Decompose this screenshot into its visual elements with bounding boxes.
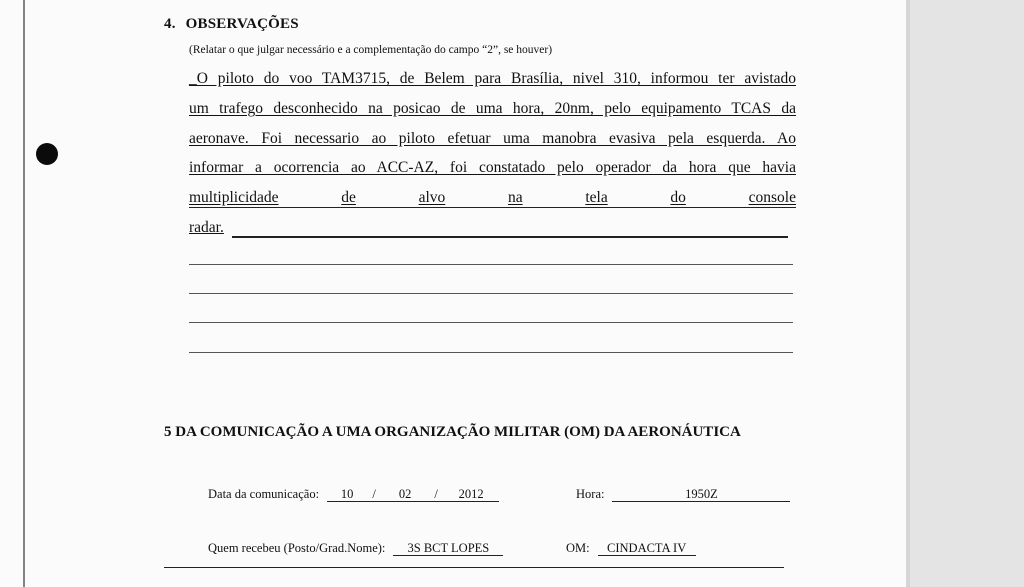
blank-rule-7	[189, 264, 793, 265]
observation-line-4: informar a ocorrencia ao ACC-AZ, foi constatado pelo operador da hora que havia	[189, 159, 796, 176]
om-field[interactable]: CINDACTA IV	[598, 541, 696, 556]
word: console	[748, 189, 796, 206]
om-row	[566, 539, 696, 557]
date-month-field[interactable]: 02	[381, 487, 429, 502]
blank-rule-9	[189, 322, 793, 323]
date-year-field[interactable]: 2012	[443, 487, 499, 502]
date-separator: /	[429, 487, 443, 502]
word: alvo	[418, 189, 446, 206]
section-divider	[164, 567, 784, 568]
word: na	[507, 189, 523, 206]
word: do	[670, 189, 686, 206]
receiver-field[interactable]: 3S BCT LOPES	[393, 541, 503, 556]
word: multiplicidade	[189, 189, 279, 206]
observation-line-5	[189, 189, 796, 207]
time-field[interactable]: 1950Z	[612, 487, 790, 502]
section-4-instruction: (Relatar o que julgar necessário e a complementação do campo “2”, se houver)	[189, 44, 553, 56]
communication-date-row	[208, 485, 499, 503]
observation-line-3: aeronave. Foi necessario ao piloto efetuar uma manobra evasiva pela esquerda. Ao	[189, 130, 796, 147]
time-label: Hora:	[576, 487, 605, 501]
section-4-heading	[164, 16, 299, 33]
page-left-edge	[23, 0, 25, 587]
observation-line-6: radar.	[189, 219, 224, 236]
blank-rule-6	[232, 236, 788, 238]
section-4-number: 4.	[164, 16, 176, 32]
page-shadow	[906, 0, 910, 587]
word: tela	[585, 189, 608, 206]
underline-line-5	[189, 207, 796, 208]
date-separator: /	[367, 487, 381, 502]
blank-rule-8	[189, 293, 793, 294]
word: de	[341, 189, 356, 206]
om-label: OM:	[566, 541, 590, 555]
observation-line-1: _O piloto do voo TAM3715, de Belem para Brasília, nivel 310, informou ter avistado	[189, 70, 796, 87]
receiver-row	[208, 539, 503, 557]
date-day-field[interactable]: 10	[327, 487, 367, 502]
section-5-heading: 5 DA COMUNICAÇÃO A UMA ORGANIZAÇÃO MILITAR (OM) DA AERONÁUTICA	[164, 424, 741, 440]
communication-time-row	[576, 485, 790, 503]
punch-hole	[36, 143, 58, 165]
section-4-title: OBSERVAÇÕES	[185, 16, 299, 32]
observation-line-2: um trafego desconhecido na posicao de uma hora, 20nm, pelo equipamento TCAS da	[189, 100, 796, 117]
receiver-label: Quem recebeu (Posto/Grad.Nome):	[208, 541, 386, 555]
blank-rule-10	[189, 352, 793, 353]
date-label: Data da comunicação:	[208, 487, 320, 501]
